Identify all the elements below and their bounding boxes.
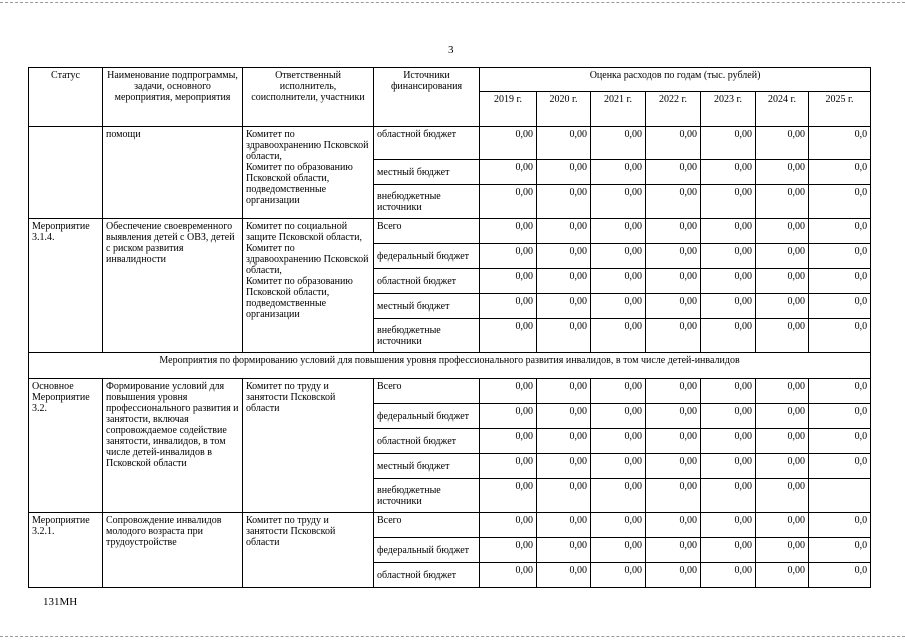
value-cell: 0,00	[701, 294, 756, 319]
section-row	[29, 353, 871, 379]
value-cell: 0,00	[701, 127, 756, 160]
value-cell: 0,00	[591, 244, 646, 269]
value-cell: 0,00	[756, 538, 809, 563]
page-bottom-edge	[0, 636, 905, 637]
value-cell: 0,00	[480, 185, 537, 219]
source-cell: местный бюджет	[374, 294, 480, 319]
value-cell: 0,00	[537, 319, 591, 353]
value-cell: 0,00	[480, 219, 537, 244]
value-cell: 0,00	[537, 479, 591, 513]
budget-table	[28, 67, 871, 588]
table-row	[29, 513, 871, 538]
value-cell: 0,00	[756, 513, 809, 538]
source-cell: федеральный бюджет	[374, 404, 480, 429]
section-title: Мероприятия по формированию условий для повышения уровня профессионального развития инвалидов, в том числе детей-инвалидов	[29, 353, 871, 379]
name-cell: Формирование условий для повышения уровня профессионального развития и занятости, включая сопровождаемое содействие занятости, инвалидов, в том числе детей-инвалидов в Псковской области	[103, 379, 243, 513]
source-cell: местный бюджет	[374, 454, 480, 479]
status-cell	[29, 127, 103, 219]
value-cell: 0,00	[646, 563, 701, 588]
header-sources: Источники финансирования	[374, 68, 480, 127]
value-cell: 0,0	[809, 219, 871, 244]
value-cell: 0,00	[756, 404, 809, 429]
value-cell: 0,00	[701, 319, 756, 353]
value-cell: 0,00	[646, 429, 701, 454]
value-cell: 0,00	[480, 379, 537, 404]
source-cell: местный бюджет	[374, 160, 480, 185]
value-cell: 0,00	[756, 219, 809, 244]
value-cell: 0,00	[756, 479, 809, 513]
value-cell: 0,00	[591, 319, 646, 353]
value-cell: 0,00	[537, 563, 591, 588]
value-cell: 0,00	[480, 404, 537, 429]
source-cell: внебюджетные источники	[374, 479, 480, 513]
value-cell: 0,00	[480, 454, 537, 479]
value-cell: 0,00	[756, 269, 809, 294]
value-cell: 0,00	[756, 454, 809, 479]
value-cell: 0,0	[809, 513, 871, 538]
value-cell: 0,00	[701, 429, 756, 454]
source-cell: областной бюджет	[374, 563, 480, 588]
value-cell: 0,00	[591, 538, 646, 563]
value-cell: 0,0	[809, 429, 871, 454]
value-cell: 0,00	[646, 269, 701, 294]
value-cell	[809, 479, 871, 513]
source-cell: федеральный бюджет	[374, 538, 480, 563]
executor-cell: Комитет по труду и занятости Псковской области	[243, 379, 374, 513]
value-cell: 0,0	[809, 160, 871, 185]
value-cell: 0,0	[809, 185, 871, 219]
value-cell: 0,00	[756, 244, 809, 269]
source-cell: внебюджетные источники	[374, 185, 480, 219]
value-cell: 0,00	[701, 244, 756, 269]
value-cell: 0,00	[537, 404, 591, 429]
value-cell: 0,00	[591, 185, 646, 219]
status-cell: Мероприятие 3.2.1.	[29, 513, 103, 588]
value-cell: 0,00	[701, 269, 756, 294]
table-row	[29, 127, 871, 160]
value-cell: 0,00	[646, 319, 701, 353]
value-cell: 0,00	[591, 404, 646, 429]
value-cell: 0,00	[646, 404, 701, 429]
name-cell: Сопровождение инвалидов молодого возраста при трудоустройстве	[103, 513, 243, 588]
value-cell: 0,00	[480, 513, 537, 538]
value-cell: 0,00	[646, 219, 701, 244]
value-cell: 0,0	[809, 319, 871, 353]
value-cell: 0,0	[809, 538, 871, 563]
value-cell: 0,00	[591, 429, 646, 454]
value-cell: 0,00	[591, 479, 646, 513]
value-cell: 0,00	[701, 379, 756, 404]
name-cell: помощи	[103, 127, 243, 219]
value-cell: 0,00	[701, 219, 756, 244]
value-cell: 0,0	[809, 127, 871, 160]
header-year: 2022 г.	[646, 92, 701, 127]
value-cell: 0,00	[701, 160, 756, 185]
value-cell: 0,00	[646, 479, 701, 513]
source-cell: областной бюджет	[374, 429, 480, 454]
value-cell: 0,00	[646, 160, 701, 185]
value-cell: 0,00	[537, 454, 591, 479]
value-cell: 0,00	[591, 294, 646, 319]
value-cell: 0,00	[591, 563, 646, 588]
value-cell: 0,00	[537, 379, 591, 404]
value-cell: 0,00	[646, 538, 701, 563]
value-cell: 0,00	[646, 127, 701, 160]
value-cell: 0,00	[756, 127, 809, 160]
page-number: 3	[448, 44, 454, 56]
value-cell: 0,00	[701, 538, 756, 563]
value-cell: 0,00	[480, 319, 537, 353]
value-cell: 0,00	[537, 429, 591, 454]
value-cell: 0,0	[809, 269, 871, 294]
value-cell: 0,00	[646, 294, 701, 319]
value-cell: 0,0	[809, 404, 871, 429]
value-cell: 0,00	[480, 160, 537, 185]
value-cell: 0,00	[591, 160, 646, 185]
value-cell: 0,00	[646, 379, 701, 404]
value-cell: 0,00	[480, 479, 537, 513]
source-cell: внебюджетные источники	[374, 319, 480, 353]
source-cell: Всего	[374, 513, 480, 538]
value-cell: 0,00	[480, 244, 537, 269]
value-cell: 0,00	[591, 269, 646, 294]
header-status: Статус	[29, 68, 103, 127]
executor-cell: Комитет по здравоохранению Псковской области, Комитет по образованию Псковской области, подведомственные организации	[243, 127, 374, 219]
value-cell: 0,0	[809, 379, 871, 404]
value-cell: 0,00	[701, 454, 756, 479]
header-year: 2020 г.	[537, 92, 591, 127]
value-cell: 0,00	[701, 185, 756, 219]
value-cell: 0,0	[809, 563, 871, 588]
source-cell: Всего	[374, 379, 480, 404]
value-cell: 0,00	[480, 269, 537, 294]
header-estimate: Оценка расходов по годам (тыс. рублей)	[480, 68, 871, 92]
value-cell: 0,00	[701, 563, 756, 588]
value-cell: 0,00	[591, 379, 646, 404]
value-cell: 0,00	[480, 429, 537, 454]
value-cell: 0,00	[480, 538, 537, 563]
value-cell: 0,00	[756, 563, 809, 588]
header-executor: Ответственный исполнитель, соисполнители, участники	[243, 68, 374, 127]
header-year: 2019 г.	[480, 92, 537, 127]
value-cell: 0,00	[756, 429, 809, 454]
value-cell: 0,00	[480, 294, 537, 319]
value-cell: 0,00	[537, 513, 591, 538]
name-cell: Обеспечение своевременного выявления детей с ОВЗ, детей с риском развития инвалидности	[103, 219, 243, 353]
value-cell: 0,00	[537, 538, 591, 563]
value-cell: 0,00	[756, 160, 809, 185]
status-cell: Мероприятие 3.1.4.	[29, 219, 103, 353]
value-cell: 0,00	[537, 160, 591, 185]
value-cell: 0,00	[537, 244, 591, 269]
value-cell: 0,00	[537, 127, 591, 160]
value-cell: 0,00	[646, 244, 701, 269]
source-cell: Всего	[374, 219, 480, 244]
value-cell: 0,00	[480, 127, 537, 160]
page-top-edge	[0, 2, 905, 3]
executor-cell: Комитет по труду и занятости Псковской области	[243, 513, 374, 588]
value-cell: 0,00	[537, 185, 591, 219]
header-year: 2023 г.	[701, 92, 756, 127]
value-cell: 0,00	[646, 513, 701, 538]
value-cell: 0,0	[809, 454, 871, 479]
source-cell: областной бюджет	[374, 269, 480, 294]
table-row	[29, 219, 871, 244]
source-cell: федеральный бюджет	[374, 244, 480, 269]
header-year: 2024 г.	[756, 92, 809, 127]
status-cell: Основное Мероприятие 3.2.	[29, 379, 103, 513]
value-cell: 0,00	[591, 219, 646, 244]
header-name: Наименование подпрограммы, задачи, основного мероприятия, мероприятия	[103, 68, 243, 127]
value-cell: 0,00	[591, 513, 646, 538]
value-cell: 0,00	[537, 219, 591, 244]
value-cell: 0,0	[809, 244, 871, 269]
header-year: 2025 г.	[809, 92, 871, 127]
value-cell: 0,00	[646, 454, 701, 479]
value-cell: 0,0	[809, 294, 871, 319]
value-cell: 0,00	[701, 404, 756, 429]
value-cell: 0,00	[646, 185, 701, 219]
header-year: 2021 г.	[591, 92, 646, 127]
executor-cell: Комитет по социальной защите Псковской области, Комитет по здравоохранению Псковской области, Комитет по образованию Псковской области, подведомственные организации	[243, 219, 374, 353]
value-cell: 0,00	[591, 127, 646, 160]
footer-code: 131МН	[43, 596, 78, 608]
value-cell: 0,00	[537, 269, 591, 294]
value-cell: 0,00	[537, 294, 591, 319]
value-cell: 0,00	[756, 185, 809, 219]
value-cell: 0,00	[480, 563, 537, 588]
value-cell: 0,00	[756, 379, 809, 404]
value-cell: 0,00	[756, 319, 809, 353]
table-row	[29, 379, 871, 404]
value-cell: 0,00	[756, 294, 809, 319]
value-cell: 0,00	[701, 479, 756, 513]
value-cell: 0,00	[701, 513, 756, 538]
value-cell: 0,00	[591, 454, 646, 479]
source-cell: областной бюджет	[374, 127, 480, 160]
